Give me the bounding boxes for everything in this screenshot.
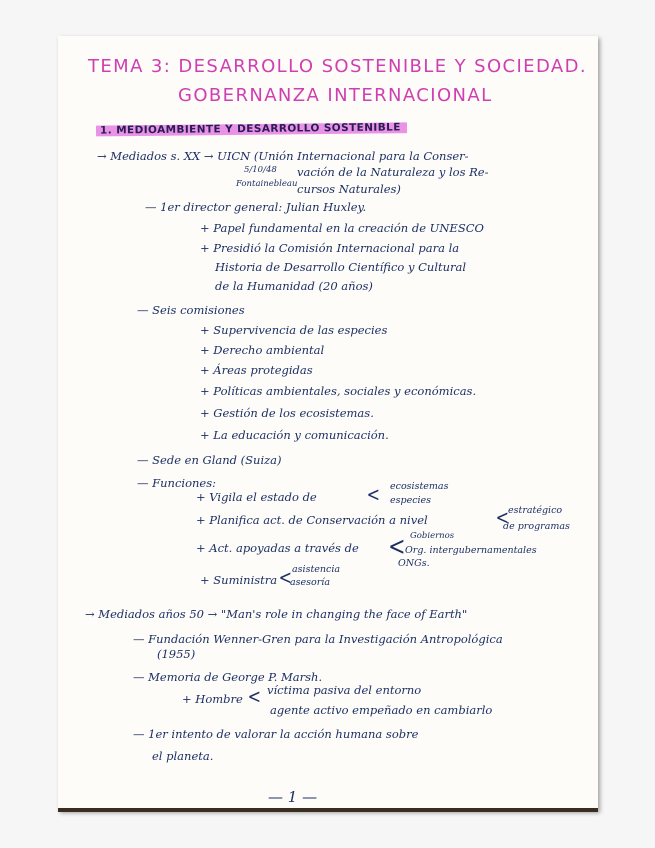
planifica-line: + Planifica act. de Conservación a nivel [196, 513, 428, 527]
vigila-line: + Vigila el estado de [196, 490, 317, 504]
director-item-1: + Papel fundamental en la creación de UNESCO [200, 221, 484, 235]
sede-line: — Sede en Gland (Suiza) [137, 453, 282, 467]
comisiones-label: — Seis comisiones [137, 303, 245, 317]
vigila-option-2: especies [390, 495, 432, 506]
director-item-4: de la Humanidad (20 años) [215, 279, 373, 293]
comision-item-1: + Supervivencia de las especies [200, 323, 388, 337]
vigila-option-1: ecosistemas [390, 481, 449, 492]
suministra-option-1: asistencia [292, 564, 341, 575]
planifica-brace: < [495, 505, 510, 529]
page-title: TEMA 3: DESARROLLO SOSTENIBLE Y SOCIEDAD. [88, 56, 587, 77]
act-line: + Act. apoyadas a través de [196, 541, 359, 555]
comision-item-2: + Derecho ambiental [200, 343, 325, 357]
director-item-3: Historia de Desarrollo Científico y Cultural [215, 260, 467, 274]
suministra-option-2: asesoría [290, 577, 330, 588]
act-brace: < [388, 532, 406, 562]
fundacion-line-2: (1955) [157, 647, 196, 661]
intento-line-1: — 1er intento de valorar la acción humana sobre [133, 727, 419, 741]
uicn-place: Fontainebleau [236, 179, 298, 189]
vigila-brace: < [366, 482, 381, 506]
intento-line-2: el planeta. [152, 749, 214, 763]
director-line: — 1er director general: Julian Huxley. [145, 200, 367, 214]
page-subtitle: GOBERNANZA INTERNACIONAL [178, 85, 493, 106]
uicn-line-2: vación de la Naturaleza y los Re- [297, 165, 489, 179]
act-option-1: Gobiernos [410, 531, 455, 541]
comision-item-3: + Áreas protegidas [200, 363, 313, 377]
planifica-option-1: estratégico [508, 505, 563, 516]
uicn-date: 5/10/48 [244, 165, 277, 175]
memoria-line: — Memoria de George P. Marsh. [133, 670, 323, 684]
funciones-label: — Funciones: [137, 476, 216, 490]
uicn-line-1: → Mediados s. XX → UICN (Unión Internacional para la Conser- [97, 149, 469, 163]
act-option-3: ONGs. [398, 558, 430, 569]
hombre-line: + Hombre [182, 692, 243, 706]
act-option-2: Org. intergubernamentales [405, 545, 537, 556]
suministra-brace: < [278, 565, 293, 589]
hombre-option-2: agente activo empeñado en cambiarlo [270, 703, 493, 717]
comision-item-6: + La educación y comunicación. [200, 428, 389, 442]
planifica-option-2: de programas [503, 521, 570, 532]
mediados-50-line: → Mediados años 50 → "Man's role in changing the face of Earth" [85, 607, 468, 621]
comision-item-5: + Gestión de los ecosistemas. [200, 406, 374, 420]
comision-item-4: + Políticas ambientales, sociales y económicas. [200, 384, 477, 398]
hombre-brace: < [247, 684, 262, 708]
fundacion-line-1: — Fundación Wenner-Gren para la Investigación Antropológica [133, 632, 503, 646]
suministra-line: + Suministra [200, 573, 278, 587]
director-item-2: + Presidió la Comisión Internacional para la [200, 241, 460, 255]
page-edge [58, 808, 598, 812]
uicn-line-3: cursos Naturales) [297, 182, 401, 196]
section-heading-1: 1. MEDIOAMBIENTE Y DESARROLLO SOSTENIBLE [96, 119, 407, 137]
page-number: — 1 — [268, 788, 318, 806]
hombre-option-1: víctima pasiva del entorno [267, 683, 422, 697]
